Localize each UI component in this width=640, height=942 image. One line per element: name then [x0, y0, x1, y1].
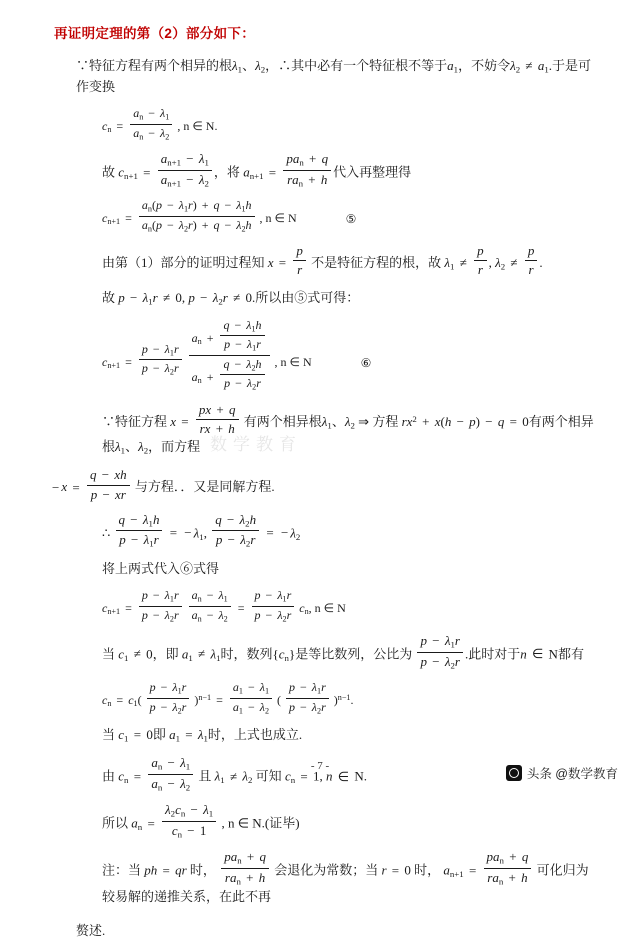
paragraph-intro: ∵特征方程有两个相异的根$\lambda_1$、$\lambda_2$，∴其中必有一个特征根不等于$a_1$，不妨令$\lambda_2 \ne a_1$.于是可作变换	[76, 58, 591, 95]
text-fragment: 当	[102, 727, 116, 743]
equation-tag-5: ⑤	[345, 212, 357, 227]
text-fragment: 时，	[189, 862, 216, 878]
text-fragment: .于是可作变换	[76, 58, 591, 95]
text-fragment: 可化归为较易解的递推关系，在此不再	[102, 862, 589, 905]
text-fragment: ⇒ 方程	[358, 413, 399, 429]
text-fragment: ，即	[152, 646, 179, 662]
paragraph-characteristic-eq: ∵特征方程 x = $\frac{px + q}{rx + h}$ 有两个相异根$\lambda_1$、$\lambda_2$ ⇒ 方程 $rx^2 + x(h - p) - q = 0$有两个相异根$\lambda_1$、$\lambda_2$，而方程	[102, 401, 594, 456]
paragraph-from-cn: 由 $c_n$ = $\frac{a_n - \lambda_1}{a_n - \lambda_2}$ 且 $\lambda_1 \ne \lambda_2$ 可知 $c_n = 1$, n ∈ N.	[102, 755, 367, 793]
text-fragment: 可知	[255, 768, 282, 784]
text-fragment: ∵特征方程有两个相异的根	[76, 58, 233, 73]
equation-cn-general: $c_n = c_1$( $\frac{p - \lambda_1r}{p - \lambda_2r}$ )$^{n-1}$ = $\frac{a_1 - \lambda_1}{a_1 - \lambda_2}$ ( $\frac{p - \lambda_1r}{p - \lambda_2r}$ )$^{n-1}$.	[102, 680, 354, 715]
paragraph-case-c1-nonzero: 当 $c_1 \ne 0$，即 $a_1 \ne \lambda_1$时，数列$\{c_n\}$是等比数列，公比为 $\frac{p - \lambda_1r}{p - \lambda_2r}$ .此时对于n ∈ N都有	[102, 633, 584, 671]
text-fragment: ，∴其中必有一个特征根不等于	[265, 58, 448, 73]
equation-cn-definition: $c_n$ = $\frac{a_n - \lambda_1}{a_n - \lambda_2}$ , n ∈ N.	[102, 106, 218, 142]
text-fragment: 由第（1）部分的证明过程知	[102, 255, 265, 271]
text-fragment: 由	[102, 768, 116, 784]
text-fragment: 代入再整理得	[333, 164, 412, 180]
text-fragment: 注：当	[102, 862, 142, 878]
equation-5: $c_{n+1}$ = $\frac{a_n(p - \lambda_1r) + q - \lambda_1h}{a_n(p - \lambda_2r) + q - \lambda_2h}$ , n ∈ N ⑤	[102, 198, 357, 234]
text-fragment: 时，上式也成立.	[207, 727, 303, 743]
text-fragment: .所以由⑤式可得：	[251, 289, 360, 305]
paragraph-note-end: 赘述.	[76, 923, 106, 939]
text-fragment: ，而方程	[148, 439, 201, 455]
paragraph-nonzero: 故 $p - \lambda_1r \ne 0$, $p - \lambda_2r \ne 0$.所以由⑤式可得：	[102, 289, 360, 307]
text-fragment: 时，	[414, 862, 441, 878]
paragraph-therefore: ∴ $\frac{q - \lambda_1h}{p - \lambda_1r}$ = − $\lambda_1$, $\frac{q - \lambda_2h}{p - \lambda_2r}$ = − $\lambda_2$	[102, 511, 301, 549]
text-fragment: 有两个相异根	[102, 413, 594, 455]
text-fragment: ∴	[102, 525, 111, 541]
text-fragment: 是等比数列，公比为	[295, 646, 413, 662]
text-fragment: 时，数列	[220, 646, 273, 662]
text-fragment: 当	[102, 646, 116, 662]
toutiao-logo-icon	[506, 765, 522, 781]
text-fragment: 故	[102, 289, 116, 305]
paragraph-root-check: 由第（1）部分的证明过程知 x = $\frac{p}{r}$ 不是特征方程的根，故 $\lambda_1$ ≠ $\frac{p}{r}$ , $\lambda_2$ ≠ $\frac{p}{r}$ .	[102, 243, 543, 278]
text-fragment: 会退化为常数；当	[274, 862, 379, 878]
section-heading: 再证明定理的第（2）部分如下：	[54, 26, 256, 41]
watermark: 数学教育	[210, 435, 302, 454]
text-fragment: , n ∈ N.(证毕)	[221, 815, 300, 831]
text-fragment: 不是特征方程的根，故	[311, 255, 442, 271]
paragraph-conclusion: 所以 $a_n$ = $\frac{\lambda_2c_n - \lambda_1}{c_n - 1}$ , n ∈ N.(证毕)	[102, 802, 300, 840]
text-fragment: 、	[242, 58, 256, 73]
text-fragment: 有两个相异根	[243, 413, 322, 429]
paragraph-note: 注：当 ph = qr 时， $\frac{pa_n + q}{ra_n + h}$ 会退化为常数；当 r = 0 时， $a_{n+1}$ = $\frac{pa_n + q}{ra_n + h}$ 可化归为较易解的递推关系，在此不再	[102, 849, 589, 905]
text-fragment: 且	[198, 768, 212, 784]
equation-6: $c_{n+1}$ = $\frac{p - \lambda_1r}{p - \lambda_2r}$ $a_n$ + $\frac{q - \lambda_1h}{p - \lambda_1r}$ $a_n$ + $\frac{q - \lambda_2h}{p - \lambda_2r}$ , n ∈ N ⑥	[102, 317, 372, 392]
paragraph-substitute-into-6: 将上两式代入⑥式得	[102, 560, 220, 576]
text-fragment: 与方程．．又是同解方程.	[134, 479, 275, 495]
equation-cn1-ratio: $c_{n+1}$ = $\frac{p - \lambda_1r}{p - \lambda_2r}$ $\frac{a_n - \lambda_1}{a_n - \lambda_2}$ = $\frac{p - \lambda_1r}{p - \lambda_2r}$ $c_n$, n ∈ N	[102, 588, 346, 623]
text-fragment: 都有	[557, 646, 584, 662]
text-fragment: 所以	[102, 815, 129, 831]
paragraph-same-solution: − x = $\frac{q - xh}{p - xr}$ 与方程．．又是同解方程.	[52, 467, 275, 502]
paragraph-substitution: 故 $c_{n+1}$ = $\frac{a_{n+1} - \lambda_1}{a_{n+1} - \lambda_2}$ ，将 $a_{n+1}$ = $\frac{pa_n + q}{ra_n + h}$ 代入再整理得	[102, 151, 412, 189]
text-fragment: ，将	[213, 164, 240, 180]
text-fragment: 故	[102, 164, 116, 180]
text-fragment: 、	[125, 439, 139, 455]
text-fragment: .此时对于	[464, 646, 521, 662]
brand-badge	[506, 764, 618, 782]
brand-label: 头条 @数学教育	[526, 767, 618, 781]
paragraph-case-c1-zero: 当 $c_1 = 0$即 $a_1 = \lambda_1$时，上式也成立.	[102, 727, 303, 744]
page-number: - 7 -	[310, 760, 330, 772]
text-fragment: 、	[331, 413, 345, 429]
text-fragment: ，不妨令	[458, 58, 511, 73]
text-fragment: ∵特征方程	[102, 413, 168, 429]
text-fragment: 即	[152, 727, 166, 743]
equation-tag-6: ⑥	[360, 355, 372, 370]
